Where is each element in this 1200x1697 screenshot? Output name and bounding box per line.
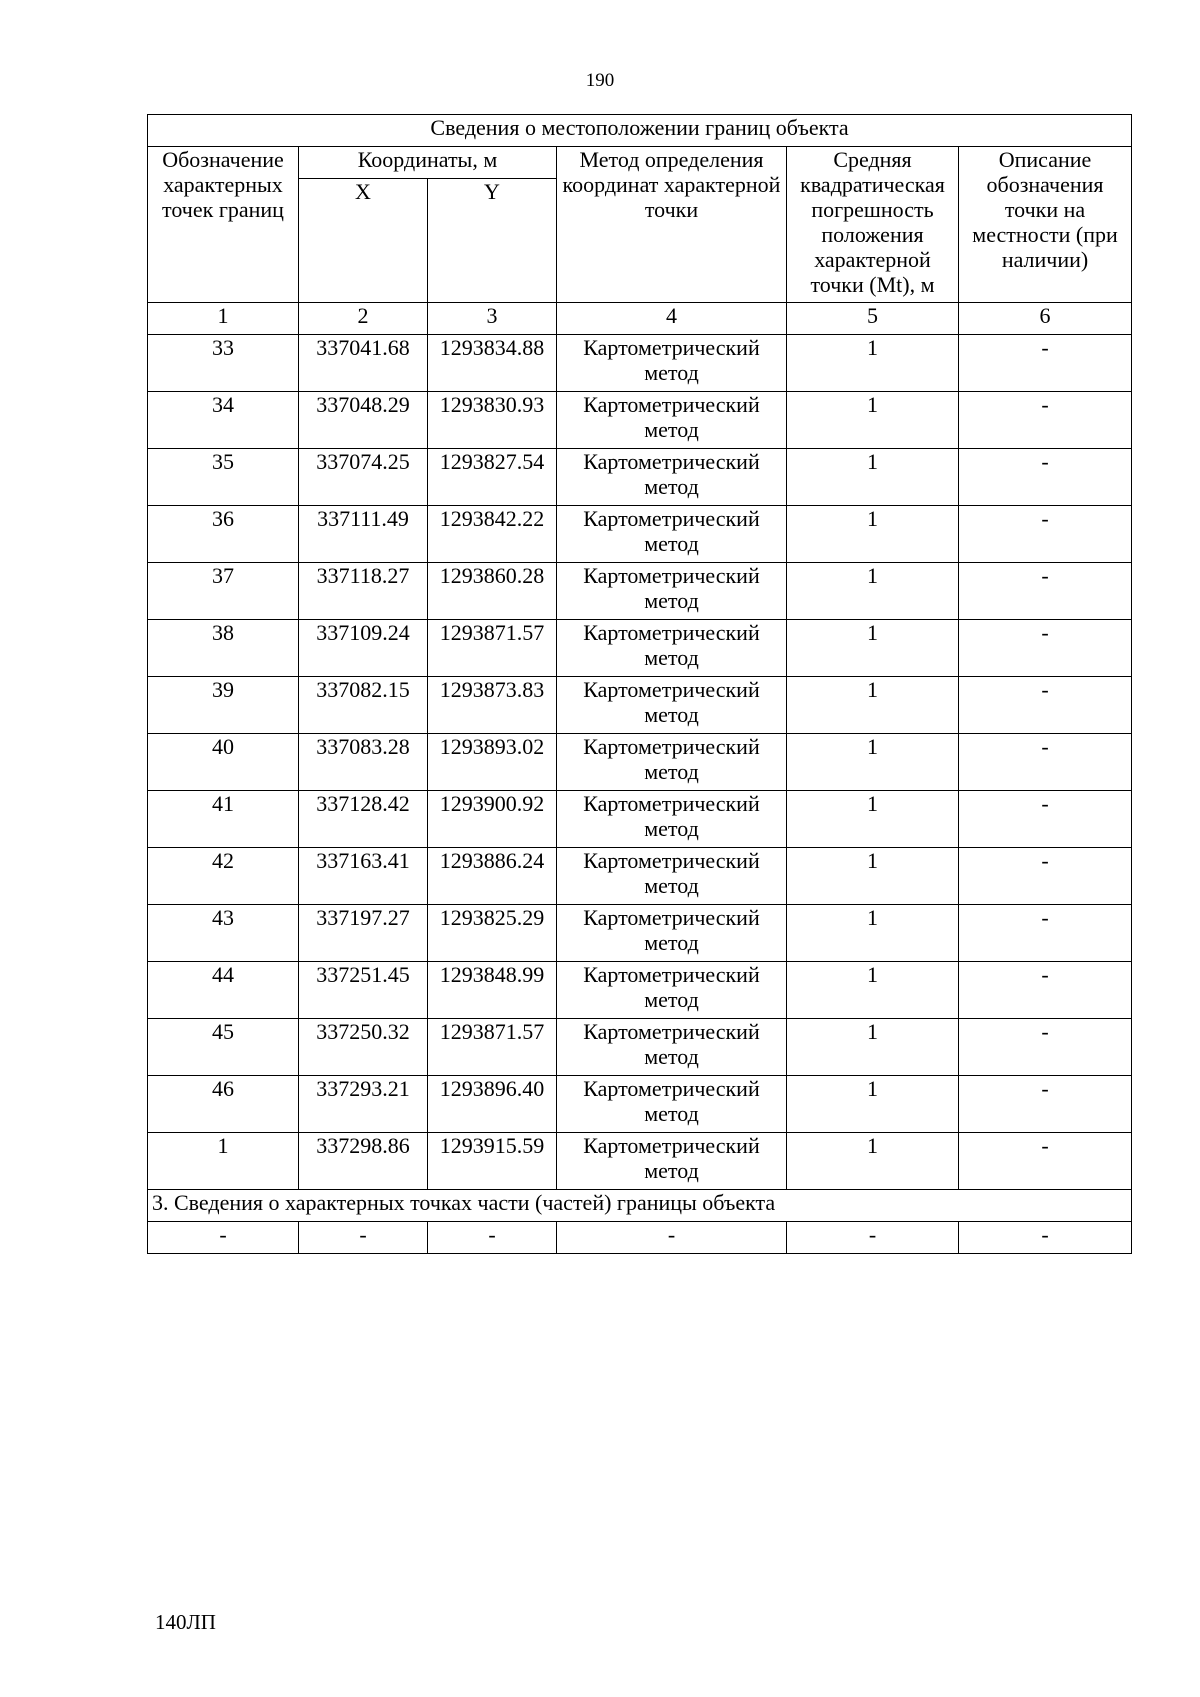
table-row (148, 335, 1132, 392)
cell-accuracy: 1 (787, 392, 959, 449)
cell-y: 1293871.57 (428, 1019, 557, 1076)
cell-description: - (959, 620, 1132, 677)
cell-method: Картометрический метод (557, 620, 787, 677)
column-number: 3 (428, 303, 557, 335)
cell-description: - (959, 449, 1132, 506)
cell-y: 1293873.83 (428, 677, 557, 734)
cell-accuracy: 1 (787, 848, 959, 905)
section3-cell: - (959, 1222, 1132, 1254)
cell-x: 337083.28 (299, 734, 428, 791)
column-number: 1 (148, 303, 299, 335)
cell-accuracy: 1 (787, 335, 959, 392)
section3-cell: - (148, 1222, 299, 1254)
cell-accuracy: 1 (787, 734, 959, 791)
table-row (148, 677, 1132, 734)
section3-cell: - (299, 1222, 428, 1254)
table-row (148, 1076, 1132, 1133)
cell-y: 1293886.24 (428, 848, 557, 905)
table-row (148, 392, 1132, 449)
cell-x: 337074.25 (299, 449, 428, 506)
cell-accuracy: 1 (787, 905, 959, 962)
cell-point: 38 (148, 620, 299, 677)
cell-description: - (959, 563, 1132, 620)
cell-x: 337197.27 (299, 905, 428, 962)
section3-empty-row (148, 1222, 1132, 1254)
cell-point: 36 (148, 506, 299, 563)
cell-point: 40 (148, 734, 299, 791)
cell-description: - (959, 506, 1132, 563)
cell-x: 337128.42 (299, 791, 428, 848)
cell-method: Картометрический метод (557, 905, 787, 962)
table-row (148, 506, 1132, 563)
cell-accuracy: 1 (787, 620, 959, 677)
cell-description: - (959, 1019, 1132, 1076)
cell-description: - (959, 1133, 1132, 1190)
cell-method: Картометрический метод (557, 848, 787, 905)
section3-cell: - (787, 1222, 959, 1254)
header-accuracy: Средняя квадратическая погрешность положения характерной точки (Mt), м (787, 147, 959, 303)
cell-method: Картометрический метод (557, 734, 787, 791)
cell-method: Картометрический метод (557, 335, 787, 392)
cell-method: Картометрический метод (557, 677, 787, 734)
cell-accuracy: 1 (787, 449, 959, 506)
cell-accuracy: 1 (787, 1076, 959, 1133)
cell-y: 1293825.29 (428, 905, 557, 962)
table-title: Сведения о местоположении границ объекта (148, 115, 1132, 147)
column-number: 5 (787, 303, 959, 335)
column-number-row (148, 303, 1132, 335)
cell-x: 337041.68 (299, 335, 428, 392)
cell-description: - (959, 1076, 1132, 1133)
table-row (148, 791, 1132, 848)
cell-x: 337250.32 (299, 1019, 428, 1076)
cell-method: Картометрический метод (557, 962, 787, 1019)
cell-point: 41 (148, 791, 299, 848)
header-x: X (299, 179, 428, 303)
cell-y: 1293915.59 (428, 1133, 557, 1190)
cell-point: 39 (148, 677, 299, 734)
cell-y: 1293827.54 (428, 449, 557, 506)
cell-description: - (959, 905, 1132, 962)
header-coordinates: Координаты, м (299, 147, 557, 179)
header-y: Y (428, 179, 557, 303)
table-row (148, 563, 1132, 620)
cell-method: Картометрический метод (557, 506, 787, 563)
cell-y: 1293871.57 (428, 620, 557, 677)
cell-accuracy: 1 (787, 791, 959, 848)
cell-point: 34 (148, 392, 299, 449)
cell-x: 337251.45 (299, 962, 428, 1019)
table-row (148, 1133, 1132, 1190)
table-row (148, 449, 1132, 506)
cell-point: 43 (148, 905, 299, 962)
cell-x: 337298.86 (299, 1133, 428, 1190)
table-row (148, 1019, 1132, 1076)
cell-y: 1293896.40 (428, 1076, 557, 1133)
cell-point: 35 (148, 449, 299, 506)
cell-x: 337111.49 (299, 506, 428, 563)
footer-mark: 140ЛП (155, 1610, 216, 1634)
cell-point: 1 (148, 1133, 299, 1190)
cell-method: Картометрический метод (557, 449, 787, 506)
cell-point: 33 (148, 335, 299, 392)
header-point-designation: Обозначение характерных точек границ (148, 147, 299, 303)
cell-point: 44 (148, 962, 299, 1019)
header-method: Метод определения координат характерной точки (557, 147, 787, 303)
cell-y: 1293830.93 (428, 392, 557, 449)
column-number: 2 (299, 303, 428, 335)
cell-y: 1293860.28 (428, 563, 557, 620)
column-number: 6 (959, 303, 1132, 335)
cell-y: 1293900.92 (428, 791, 557, 848)
boundary-table (147, 114, 1132, 1254)
section3-cell: - (428, 1222, 557, 1254)
cell-description: - (959, 335, 1132, 392)
cell-x: 337048.29 (299, 392, 428, 449)
cell-accuracy: 1 (787, 677, 959, 734)
cell-method: Картометрический метод (557, 1019, 787, 1076)
cell-point: 46 (148, 1076, 299, 1133)
cell-method: Картометрический метод (557, 563, 787, 620)
cell-accuracy: 1 (787, 962, 959, 1019)
cell-x: 337118.27 (299, 563, 428, 620)
table-row (148, 962, 1132, 1019)
cell-point: 42 (148, 848, 299, 905)
cell-x: 337082.15 (299, 677, 428, 734)
cell-x: 337293.21 (299, 1076, 428, 1133)
cell-point: 37 (148, 563, 299, 620)
section3-title: 3. Сведения о характерных точках части (частей) границы объекта (148, 1190, 1132, 1222)
cell-accuracy: 1 (787, 563, 959, 620)
cell-description: - (959, 962, 1132, 1019)
cell-y: 1293842.22 (428, 506, 557, 563)
cell-method: Картометрический метод (557, 392, 787, 449)
cell-accuracy: 1 (787, 1133, 959, 1190)
cell-method: Картометрический метод (557, 791, 787, 848)
page-number: 190 (585, 70, 615, 91)
cell-description: - (959, 848, 1132, 905)
cell-method: Картометрический метод (557, 1133, 787, 1190)
cell-accuracy: 1 (787, 1019, 959, 1076)
cell-y: 1293848.99 (428, 962, 557, 1019)
cell-x: 337109.24 (299, 620, 428, 677)
cell-description: - (959, 392, 1132, 449)
cell-description: - (959, 677, 1132, 734)
header-description: Описание обозначения точки на местности (при наличии) (959, 147, 1132, 303)
section3-cell: - (557, 1222, 787, 1254)
cell-description: - (959, 791, 1132, 848)
cell-y: 1293893.02 (428, 734, 557, 791)
table-row (148, 848, 1132, 905)
table-row (148, 905, 1132, 962)
cell-point: 45 (148, 1019, 299, 1076)
cell-method: Картометрический метод (557, 1076, 787, 1133)
cell-y: 1293834.88 (428, 335, 557, 392)
cell-x: 337163.41 (299, 848, 428, 905)
table-row (148, 734, 1132, 791)
column-number: 4 (557, 303, 787, 335)
cell-accuracy: 1 (787, 506, 959, 563)
table-row (148, 620, 1132, 677)
cell-description: - (959, 734, 1132, 791)
